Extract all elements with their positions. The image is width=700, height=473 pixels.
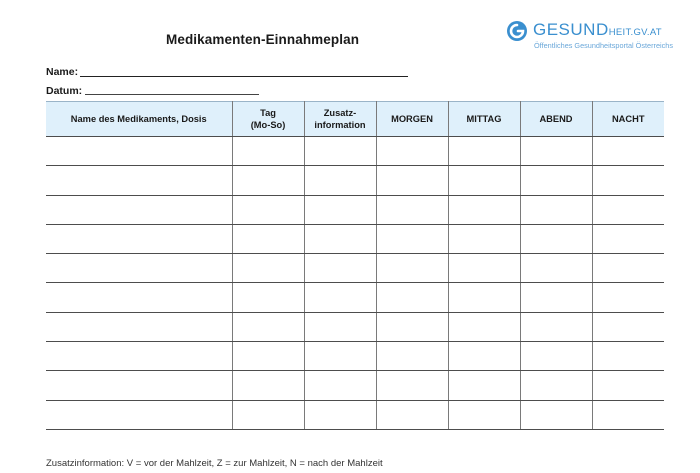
table-cell[interactable] xyxy=(592,342,664,371)
table-cell[interactable] xyxy=(304,195,376,224)
table-cell[interactable] xyxy=(520,283,592,312)
logo-brand-small: HEIT.GV.AT xyxy=(608,27,662,38)
table-row xyxy=(46,137,664,166)
table-cell[interactable] xyxy=(304,166,376,195)
table-cell[interactable] xyxy=(592,224,664,253)
table-cell[interactable] xyxy=(304,312,376,341)
table-cell[interactable] xyxy=(376,166,448,195)
table-row xyxy=(46,400,664,429)
table-cell[interactable] xyxy=(232,166,304,195)
table-row xyxy=(46,166,664,195)
logo-tagline: Öffentliches Gesundheitsportal Österreichs xyxy=(534,41,673,50)
col-header-medication: Name des Medikaments, Dosis xyxy=(46,102,232,137)
name-input-line[interactable] xyxy=(80,76,408,77)
table-cell[interactable] xyxy=(448,283,520,312)
table-row xyxy=(46,342,664,371)
gesundheit-logo xyxy=(506,18,696,58)
table-cell[interactable] xyxy=(448,195,520,224)
table-cell[interactable] xyxy=(46,195,232,224)
datum-label: Datum: xyxy=(46,85,83,97)
logo-brand xyxy=(533,20,662,40)
col-header-tag: Tag (Mo-So) xyxy=(232,102,304,137)
table-cell[interactable] xyxy=(46,342,232,371)
table-cell[interactable] xyxy=(592,312,664,341)
table-cell[interactable] xyxy=(448,137,520,166)
table-cell[interactable] xyxy=(232,371,304,400)
table-cell[interactable] xyxy=(46,400,232,429)
table-row xyxy=(46,371,664,400)
table-cell[interactable] xyxy=(46,224,232,253)
document-title: Medikamenten-Einnahmeplan xyxy=(166,32,360,47)
table-cell[interactable] xyxy=(232,224,304,253)
table-cell[interactable] xyxy=(376,371,448,400)
table-cell[interactable] xyxy=(520,166,592,195)
col-header-zusatzinformation: Zusatz- information xyxy=(304,102,376,137)
table-cell[interactable] xyxy=(592,166,664,195)
table-cell[interactable] xyxy=(448,371,520,400)
col-header-mittag: MITTAG xyxy=(448,102,520,137)
table-cell[interactable] xyxy=(376,224,448,253)
table-row xyxy=(46,224,664,253)
col-header-morgen: MORGEN xyxy=(376,102,448,137)
table-cell[interactable] xyxy=(304,283,376,312)
table-cell[interactable] xyxy=(46,283,232,312)
logo-brand-main: GESUND xyxy=(533,20,609,39)
table-cell[interactable] xyxy=(304,224,376,253)
table-cell[interactable] xyxy=(376,195,448,224)
table-header-row xyxy=(46,102,664,137)
table-cell[interactable] xyxy=(520,400,592,429)
name-label: Name: xyxy=(46,66,79,78)
table-cell[interactable] xyxy=(232,312,304,341)
table-cell[interactable] xyxy=(46,137,232,166)
table-cell[interactable] xyxy=(46,371,232,400)
gesundheit-logo-icon xyxy=(506,20,528,42)
footnote: Zusatzinformation: V = vor der Mahlzeit, Z = zur Mahlzeit, N = nach der Mahlzeit xyxy=(46,458,383,469)
table-cell[interactable] xyxy=(46,254,232,283)
table-cell[interactable] xyxy=(520,342,592,371)
table-cell[interactable] xyxy=(232,283,304,312)
table-cell[interactable] xyxy=(592,371,664,400)
table-cell[interactable] xyxy=(304,371,376,400)
table-cell[interactable] xyxy=(304,342,376,371)
table-cell[interactable] xyxy=(592,195,664,224)
table-row xyxy=(46,283,664,312)
table-cell[interactable] xyxy=(304,400,376,429)
table-cell[interactable] xyxy=(448,166,520,195)
table-cell[interactable] xyxy=(448,312,520,341)
table-cell[interactable] xyxy=(232,195,304,224)
table-row xyxy=(46,195,664,224)
table-row xyxy=(46,312,664,341)
table-cell[interactable] xyxy=(448,342,520,371)
table-cell[interactable] xyxy=(232,342,304,371)
table-cell[interactable] xyxy=(592,283,664,312)
table-cell[interactable] xyxy=(448,224,520,253)
col-header-abend: ABEND xyxy=(520,102,592,137)
table-cell[interactable] xyxy=(376,283,448,312)
table-row xyxy=(46,254,664,283)
table-cell[interactable] xyxy=(376,342,448,371)
table-cell[interactable] xyxy=(592,137,664,166)
table-cell[interactable] xyxy=(520,224,592,253)
table-cell[interactable] xyxy=(520,195,592,224)
datum-input-line[interactable] xyxy=(85,94,259,95)
table-cell[interactable] xyxy=(592,400,664,429)
table-cell[interactable] xyxy=(520,371,592,400)
table-cell[interactable] xyxy=(232,254,304,283)
table-cell[interactable] xyxy=(592,254,664,283)
table-cell[interactable] xyxy=(376,137,448,166)
table-cell[interactable] xyxy=(520,312,592,341)
table-cell[interactable] xyxy=(376,312,448,341)
table-cell[interactable] xyxy=(520,254,592,283)
table-cell[interactable] xyxy=(232,400,304,429)
table-cell[interactable] xyxy=(304,137,376,166)
table-cell[interactable] xyxy=(46,312,232,341)
col-header-nacht: NACHT xyxy=(592,102,664,137)
table-cell[interactable] xyxy=(304,254,376,283)
table-cell[interactable] xyxy=(448,400,520,429)
table-cell[interactable] xyxy=(448,254,520,283)
table-cell[interactable] xyxy=(232,137,304,166)
medication-table xyxy=(46,101,664,430)
table-cell[interactable] xyxy=(376,254,448,283)
table-cell[interactable] xyxy=(376,400,448,429)
table-cell[interactable] xyxy=(46,166,232,195)
table-cell[interactable] xyxy=(520,137,592,166)
